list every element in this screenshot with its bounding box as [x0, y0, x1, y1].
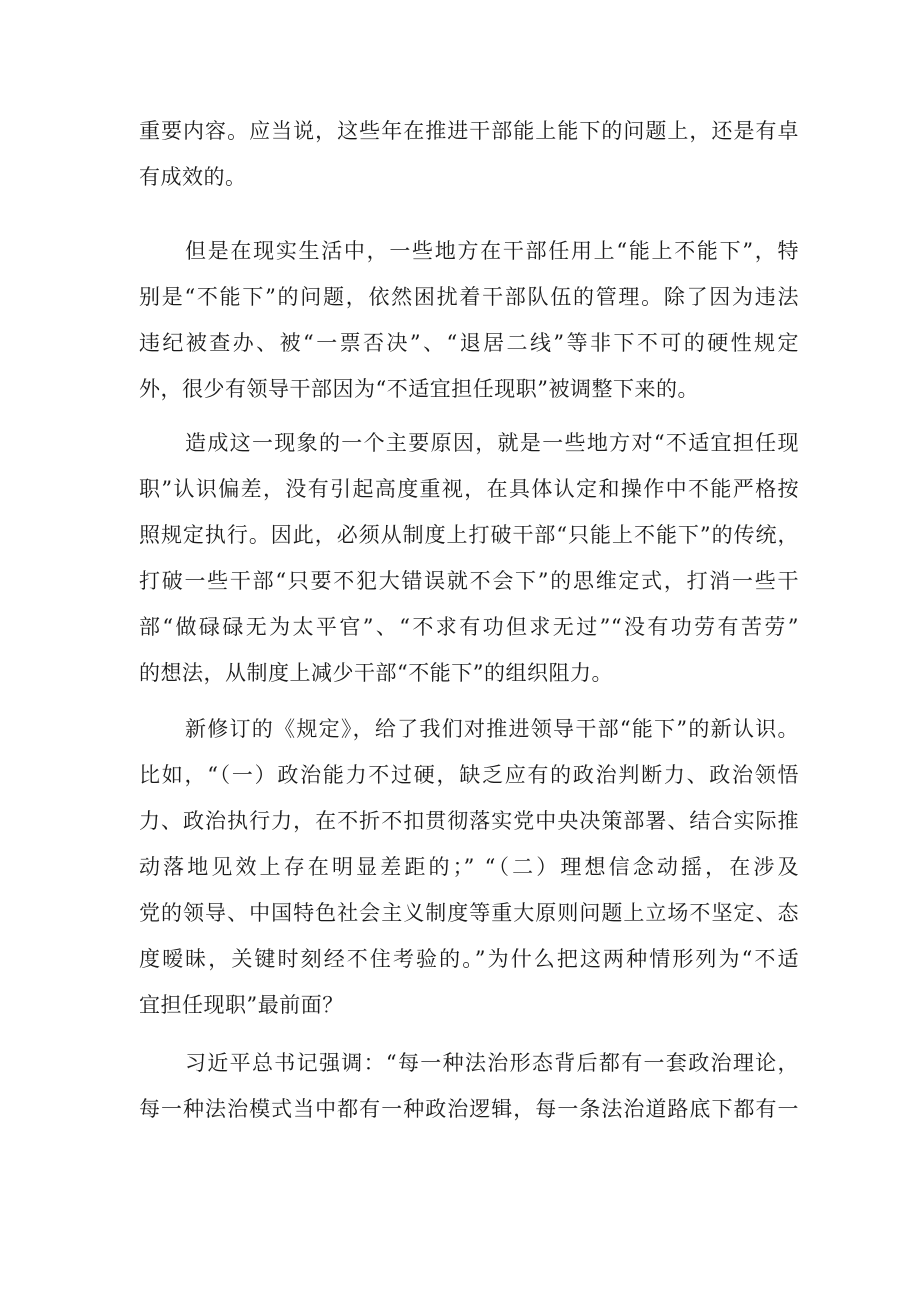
paragraph-line: 度暧昧，关键时刻经不住考验的。”为什么把这两种情形列为“不适	[139, 947, 799, 971]
paragraph-line: 重要内容。应当说，这些年在推进干部能上能下的问题上，还是有卓	[139, 119, 799, 143]
paragraph-line: 每一种法治模式当中都有一种政治逻辑，每一条法治道路底下都有一	[139, 1097, 799, 1121]
paragraph-line: 力、政治执行力，在不折不扣贯彻落实党中央决策部署、结合实际推	[139, 809, 799, 833]
paragraph-line: 有成效的。	[139, 165, 247, 189]
paragraph-line: 别是“不能下”的问题，依然困扰着干部队伍的管理。除了因为违法	[139, 285, 799, 309]
paragraph-line: 职”认识偏差，没有引起高度重视，在具体认定和操作中不能严格按	[139, 477, 799, 501]
paragraph-line: 造成这一现象的一个主要原因，就是一些地方对“不适宜担任现	[185, 431, 799, 455]
paragraph-line: 习近平总书记强调：“每一种法治形态背后都有一套政治理论，	[185, 1051, 799, 1075]
paragraph-5	[139, 1040, 799, 1132]
paragraph-line: 的想法，从制度上减少干部“不能下”的组织阻力。	[139, 661, 613, 685]
paragraph-line: 党的领导、中国特色社会主义制度等重大原则问题上立场不坚定、态	[139, 901, 799, 925]
paragraph-line: 新修订的《规定》，给了我们对推进领导干部“能下”的新认识。	[185, 717, 799, 741]
paragraph-line: 比如，“（一）政治能力不过硬，缺乏应有的政治判断力、政治领悟	[139, 763, 799, 787]
paragraph-3	[139, 420, 799, 696]
paragraph-line: 动落地见效上存在明显差距的；” “（二）理想信念动摇，在涉及	[139, 855, 799, 879]
paragraph-4	[139, 706, 799, 1028]
paragraph-line: 宜担任现职”最前面？	[139, 993, 344, 1017]
paragraph-line: 外，很少有领导干部因为“不适宜担任现职”被调整下来的。	[139, 377, 699, 401]
paragraph-line: 照规定执行。因此，必须从制度上打破干部“只能上不能下”的传统，	[139, 523, 799, 547]
paragraph-line: 部“做碌碌无为太平官”、“不求有功但求无过”“没有功劳有苦劳”	[139, 615, 799, 639]
paragraph-line: 但是在现实生活中，一些地方在干部任用上“能上不能下”，特	[185, 239, 799, 263]
paragraph-line: 打破一些干部“只要不犯大错误就不会下”的思维定式，打消一些干	[139, 569, 799, 593]
paragraph-1	[139, 108, 799, 200]
paragraph-line: 违纪被查办、被“一票否决”、“退居二线”等非下不可的硬性规定	[139, 331, 799, 355]
paragraph-2	[139, 228, 799, 412]
